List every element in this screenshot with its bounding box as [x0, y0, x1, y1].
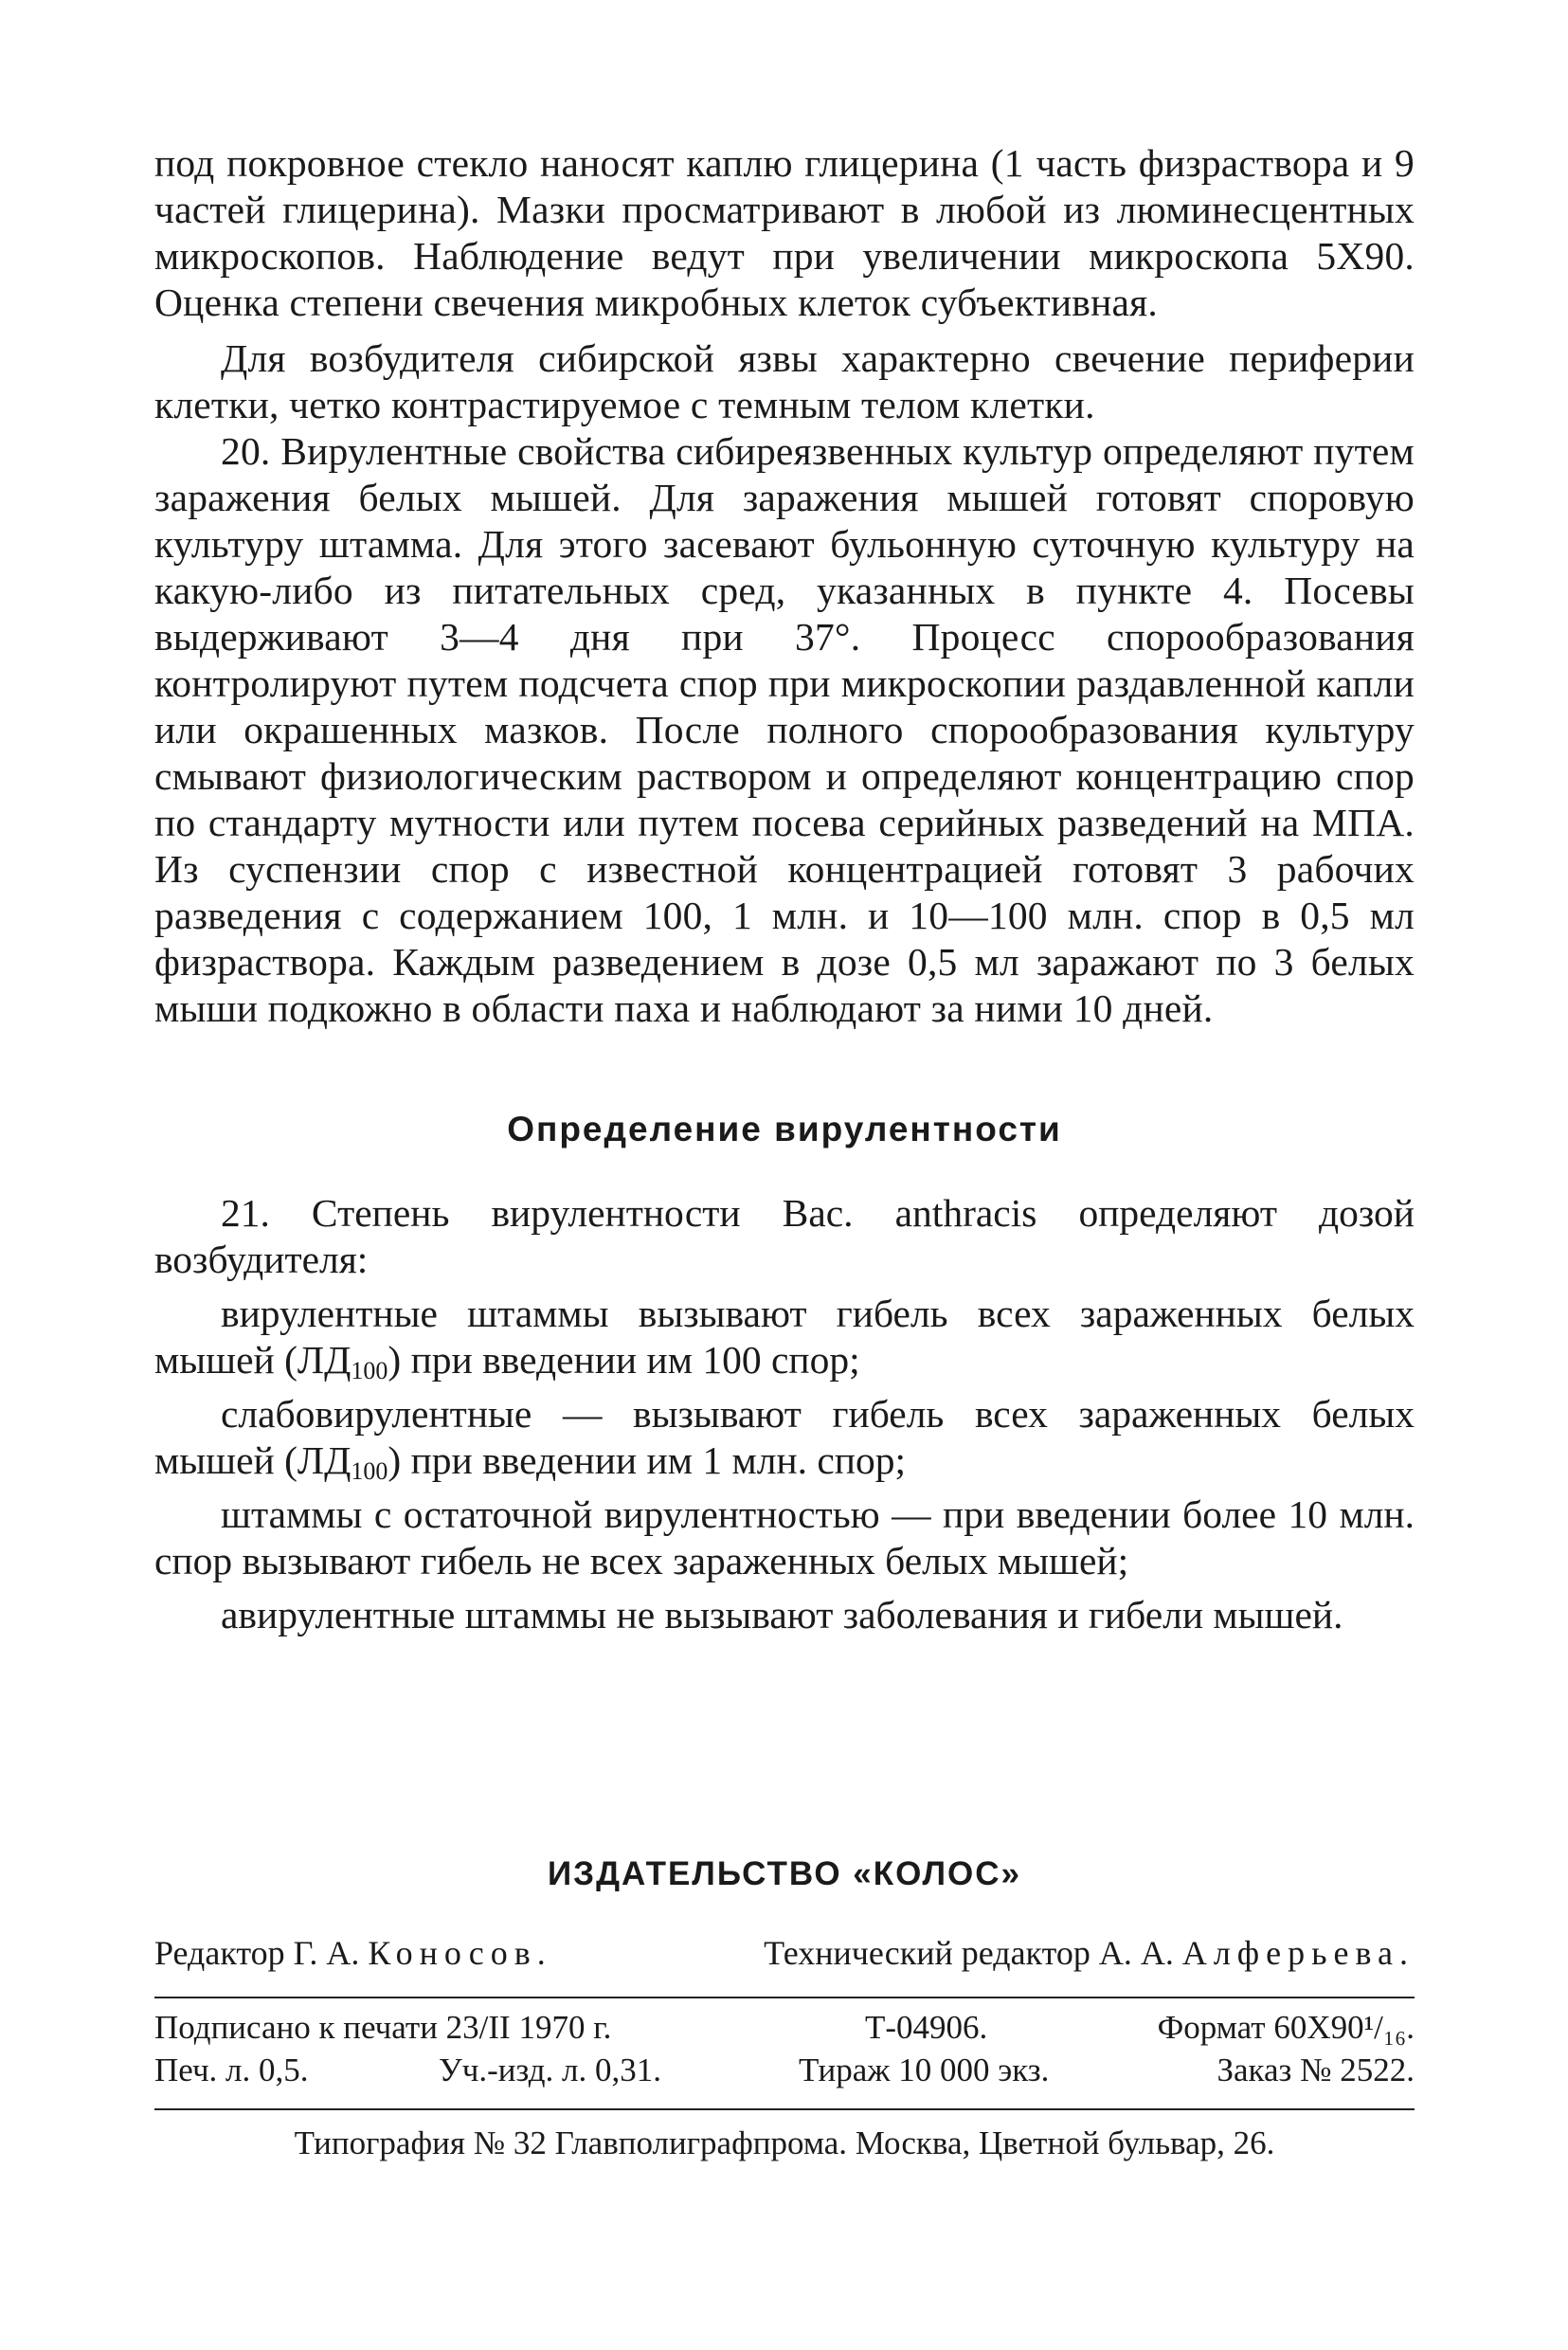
tech-editor-label: Технический редактор А. А. — [764, 1934, 1174, 1972]
paragraph-21: 21. Степень вирулентности Bac. anthracis определяют дозой возбудителя: — [154, 1191, 1415, 1281]
item-weakly-virulent — [154, 1391, 1415, 1484]
item-residual-virulence: штаммы с остаточной вирулентностью — при введении более 10 млн. спор вызывают гибель не всех зараженных белых мышей; — [154, 1492, 1415, 1582]
divider-bottom — [154, 2108, 1415, 2110]
editor-name: Коносов. — [368, 1934, 552, 1972]
paper-format: Формат 60Х90¹/₁₆. — [1157, 2009, 1415, 2046]
item-weak-text-end: ) при введении им 1 млн. спор; — [387, 1438, 907, 1482]
item-virulent-text: вирулентные штаммы вызывают гибель всех зараженных белых мышей (ЛД — [154, 1292, 1415, 1382]
item-avirulent: авирулентные штаммы не вызывают заболевания и гибели мышей. — [221, 1593, 1343, 1636]
editor — [154, 1933, 552, 1973]
section-virulence-text — [154, 1190, 1415, 1638]
ld-subscript: 100 — [351, 1457, 388, 1485]
divider-top — [154, 1997, 1415, 1998]
order-number: Заказ № 2522. — [1217, 2052, 1415, 2088]
ld-subscript: 100 — [351, 1357, 388, 1384]
paragraph-anthrax-glow: Для возбудителя сибирской язвы характерно свечение периферии клетки, четко контрастируемое с темным телом клетки. — [154, 336, 1415, 426]
body-text — [154, 140, 1415, 1032]
publisher-name: ИЗДАТЕЛЬСТВО «КОЛОС» — [548, 1855, 1021, 1892]
tech-editor — [764, 1933, 1415, 1973]
editors-line — [154, 1933, 1415, 1973]
imprint-code: Т-04906. — [865, 2009, 988, 2046]
publishing-sheets: Уч.-изд. л. 0,31. — [439, 2052, 661, 2088]
item-weak-text: слабовирулентные — вызывают гибель всех зараженных белых мышей (ЛД — [154, 1392, 1415, 1482]
print-sheets: Печ. л. 0,5. — [154, 2052, 309, 2088]
paragraph-continuation: под покровное стекло наносят каплю глицерина (1 часть физраствора и 9 частей глицерина). Мазки просматривают в любой из люминесцентных микроскопов. Наблюдение ведут при увеличении микроскопа 5Х90. Оценка степени свечения микробных клеток субъективная. — [154, 141, 1415, 324]
paragraph-20: 20. Вирулентные свойства сибиреязвенных культур определяют путем заражения белых мышей. Для заражения мышей готовят споровую культуру штамма. Для этого засевают бульонную суточную культуру на какую-либо из питательных сред, указанных в пункте 4. Посевы выдерживают 3—4 дня при 37°. Процесс спорообразования контролируют путем подсчета спор при микроскопии раздавленной капли или окрашенных мазков. После полного спорообразования культуру смывают физиологическим раствором и определяют концентрацию спор по стандарту мутности или путем посева серийных разведений на МПА. Из суспензии спор с известной концентрацией готовят 3 рабочих разведения с содержанием 100, 1 млн. и 10—100 млн. спор в 0,5 мл физраствора. Каждым разведением в дозе 0,5 мл заражают по 3 белых мыши подкожно в области паха и наблюдают за ними 10 дней. — [154, 429, 1415, 1030]
printing-house: Типография № 32 Главполиграфпрома. Москва, Цветной бульвар, 26. — [294, 2124, 1275, 2161]
item-virulent-text-end: ) при введении им 100 спор; — [387, 1338, 860, 1382]
print-run: Тираж 10 000 экз. — [799, 2052, 1050, 2088]
signed-for-print: Подписано к печати 23/II 1970 г. — [154, 2009, 612, 2046]
editor-label: Редактор Г. А. — [154, 1934, 360, 1972]
item-virulent — [154, 1291, 1415, 1383]
tech-editor-name: Алферьева. — [1181, 1934, 1415, 1972]
section-heading: Определение вирулентности — [507, 1110, 1062, 1148]
